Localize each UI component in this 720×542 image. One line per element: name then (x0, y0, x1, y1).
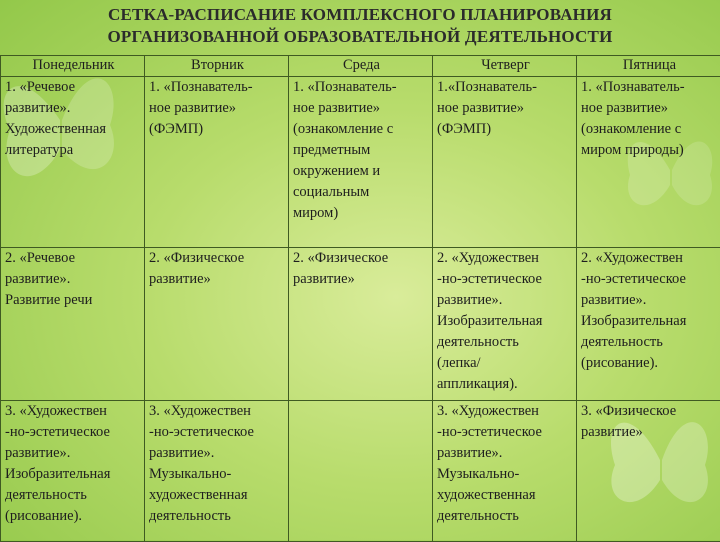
schedule-cell (1, 77, 145, 248)
title-line-1: СЕТКА-РАСПИСАНИЕ КОМПЛЕКСНОГО ПЛАНИРОВАНИЯ (0, 4, 720, 26)
cell-text-line: Музыкально- (149, 464, 286, 485)
cell-text-line: развитие» (149, 269, 286, 290)
cell-text-line: аппликация). (437, 374, 574, 395)
cell-text-line: предметным (293, 140, 430, 161)
schedule-cell (433, 401, 577, 542)
cell-text-line: 3. «Художествен (5, 401, 142, 422)
day-header: Понедельник (1, 56, 145, 77)
cell-text-line: литература (5, 140, 142, 161)
cell-text-line: деятельность (437, 506, 574, 527)
cell-text-line: Развитие речи (5, 290, 142, 311)
cell-text-line: развитие». (5, 443, 142, 464)
cell-text-line: 2. «Физическое (293, 248, 430, 269)
schedule-cell (433, 77, 577, 248)
schedule-cell (145, 77, 289, 248)
schedule-cell (289, 248, 433, 401)
cell-text-line: окружением и (293, 161, 430, 182)
cell-text-line: ное развитие» (581, 98, 718, 119)
cell-text-line: Художественная (5, 119, 142, 140)
cell-text-line: (лепка/ (437, 353, 574, 374)
schedule-cell (145, 401, 289, 542)
cell-text-line: 3. «Физическое (581, 401, 718, 422)
cell-text-line: (рисование). (581, 353, 718, 374)
cell-text-line: -но-эстетическое (581, 269, 718, 290)
schedule-cell (1, 401, 145, 542)
cell-text-line: развитие». (5, 98, 142, 119)
cell-text-line: деятельность (437, 332, 574, 353)
cell-text-line: социальным (293, 182, 430, 203)
schedule-cell (577, 248, 720, 401)
cell-text-line: (ознакомление с (581, 119, 718, 140)
cell-text-line: 3. «Художествен (437, 401, 574, 422)
cell-text-line: миром природы) (581, 140, 718, 161)
cell-text-line: (ознакомление с (293, 119, 430, 140)
cell-text-line: 2. «Художествен (581, 248, 718, 269)
cell-text-line: развитие». (149, 443, 286, 464)
cell-text-line: развитие». (581, 290, 718, 311)
cell-text-line: 1. «Познаватель- (293, 77, 430, 98)
schedule-cell (1, 248, 145, 401)
table-row (1, 401, 720, 542)
day-header: Вторник (145, 56, 289, 77)
cell-text-line: 3. «Художествен (149, 401, 286, 422)
cell-text-line: развитие». (437, 443, 574, 464)
table-row (1, 248, 720, 401)
cell-text-line: ное развитие» (437, 98, 574, 119)
schedule-cell (577, 401, 720, 542)
cell-text-line: Изобразительная (437, 311, 574, 332)
cell-text-line: -но-эстетическое (437, 422, 574, 443)
cell-text-line: (ФЭМП) (437, 119, 574, 140)
page-title (0, 4, 720, 48)
cell-text-line: 1. «Речевое (5, 77, 142, 98)
day-header: Четверг (433, 56, 577, 77)
cell-text-line: художественная (149, 485, 286, 506)
cell-text-line: 2. «Художествен (437, 248, 574, 269)
schedule-cell (577, 77, 720, 248)
cell-text-line: деятельность (581, 332, 718, 353)
schedule-table (0, 55, 720, 542)
cell-text-line: 2. «Речевое (5, 248, 142, 269)
cell-text-line: развитие» (581, 422, 718, 443)
cell-text-line: художественная (437, 485, 574, 506)
cell-text-line: развитие». (5, 269, 142, 290)
table-row (1, 77, 720, 248)
schedule-cell (145, 248, 289, 401)
cell-text-line: Музыкально- (437, 464, 574, 485)
cell-text-line: -но-эстетическое (5, 422, 142, 443)
cell-text-line: -но-эстетическое (149, 422, 286, 443)
day-header: Пятница (577, 56, 720, 77)
cell-text-line: 2. «Физическое (149, 248, 286, 269)
cell-text-line: 1. «Познаватель- (149, 77, 286, 98)
schedule-cell (289, 77, 433, 248)
cell-text-line: 1. «Познаватель- (581, 77, 718, 98)
cell-text-line: 1.«Познаватель- (437, 77, 574, 98)
cell-text-line: деятельность (5, 485, 142, 506)
cell-text-line: ное развитие» (293, 98, 430, 119)
cell-text-line: Изобразительная (5, 464, 142, 485)
cell-text-line: развитие». (437, 290, 574, 311)
cell-text-line: деятельность (149, 506, 286, 527)
table-header-row (1, 56, 720, 77)
cell-text-line: миром) (293, 203, 430, 224)
schedule-cell (433, 248, 577, 401)
cell-text-line: ное развитие» (149, 98, 286, 119)
cell-text-line: развитие» (293, 269, 430, 290)
cell-text-line: -но-эстетическое (437, 269, 574, 290)
cell-text-line: (рисование). (5, 506, 142, 527)
schedule-cell (289, 401, 433, 542)
cell-text-line: (ФЭМП) (149, 119, 286, 140)
title-line-2: ОРГАНИЗОВАННОЙ ОБРАЗОВАТЕЛЬНОЙ ДЕЯТЕЛЬНОСТИ (0, 26, 720, 48)
cell-text-line: Изобразительная (581, 311, 718, 332)
day-header: Среда (289, 56, 433, 77)
